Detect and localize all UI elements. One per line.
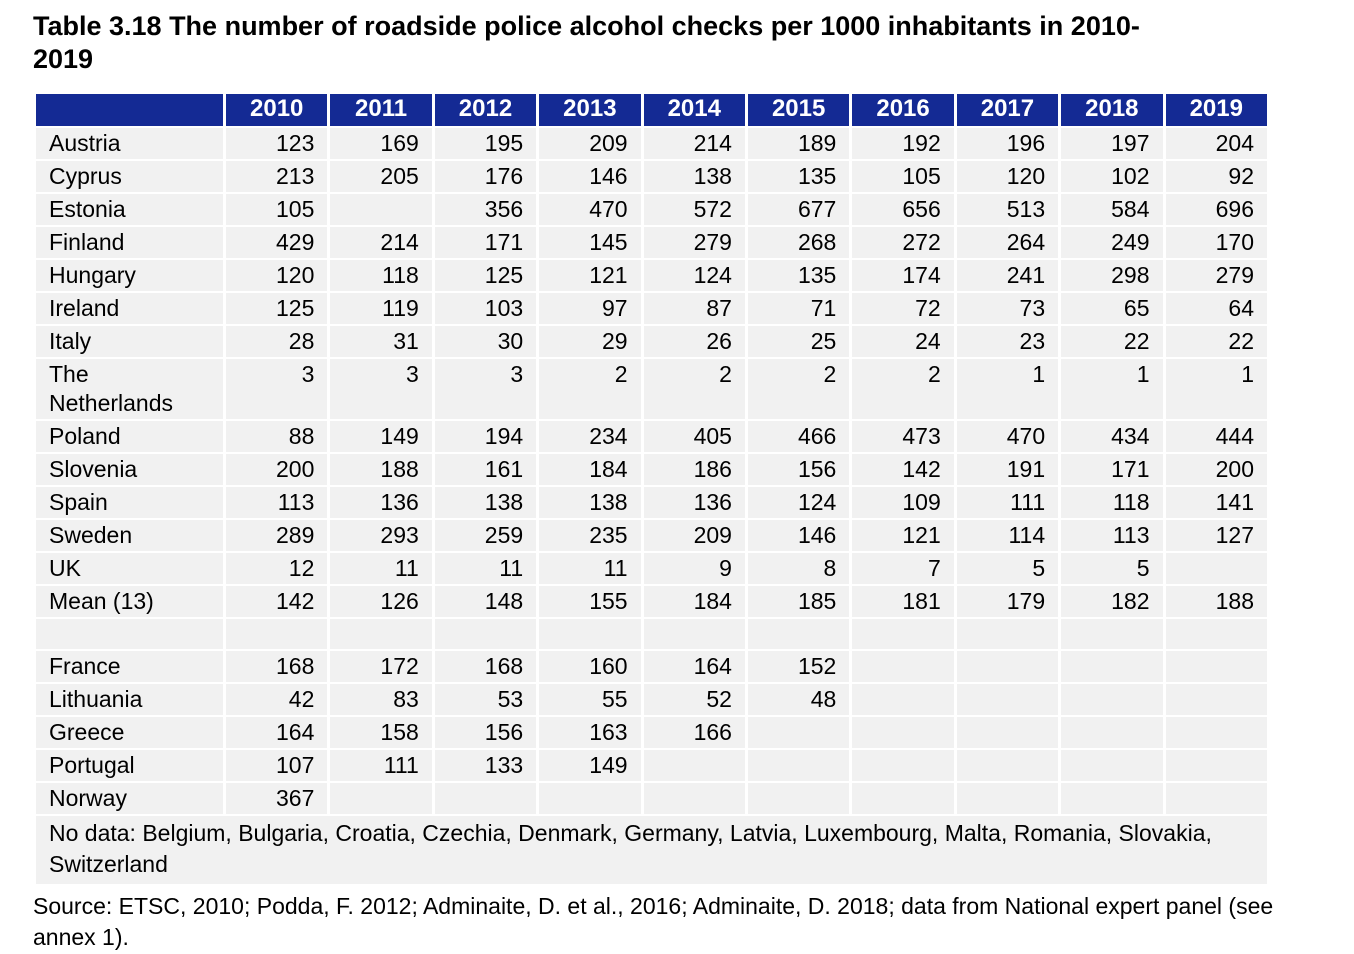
country-cell: The Netherlands xyxy=(35,358,225,420)
value-cell: 2 xyxy=(642,358,746,420)
value-cell: 184 xyxy=(642,585,746,618)
value-cell: 71 xyxy=(746,292,850,325)
value-cell xyxy=(746,618,850,650)
year-column-header: 2016 xyxy=(851,93,955,127)
value-cell: 572 xyxy=(642,193,746,226)
table-title xyxy=(33,10,1321,76)
value-cell: 87 xyxy=(642,292,746,325)
value-cell xyxy=(851,618,955,650)
value-cell xyxy=(1060,716,1164,749)
country-cell: Lithuania xyxy=(35,683,225,716)
value-cell: 118 xyxy=(329,259,433,292)
value-cell: 214 xyxy=(329,226,433,259)
value-cell xyxy=(1060,683,1164,716)
value-cell: 268 xyxy=(746,226,850,259)
country-cell: Ireland xyxy=(35,292,225,325)
value-cell: 696 xyxy=(1164,193,1268,226)
country-cell: Greece xyxy=(35,716,225,749)
value-cell: 209 xyxy=(538,127,642,160)
value-cell: 234 xyxy=(538,420,642,453)
value-cell: 1 xyxy=(1060,358,1164,420)
value-cell: 111 xyxy=(955,486,1059,519)
year-column-header: 2017 xyxy=(955,93,1059,127)
table-row xyxy=(35,716,1269,749)
value-cell: 170 xyxy=(1164,226,1268,259)
value-cell: 103 xyxy=(433,292,537,325)
table-row xyxy=(35,226,1269,259)
country-cell: Italy xyxy=(35,325,225,358)
value-cell: 160 xyxy=(538,650,642,683)
value-cell: 176 xyxy=(433,160,537,193)
value-cell: 149 xyxy=(329,420,433,453)
value-cell xyxy=(538,618,642,650)
value-cell: 64 xyxy=(1164,292,1268,325)
year-header-row xyxy=(35,93,1269,127)
value-cell: 105 xyxy=(225,193,329,226)
value-cell: 179 xyxy=(955,585,1059,618)
value-cell: 174 xyxy=(851,259,955,292)
value-cell: 181 xyxy=(851,585,955,618)
value-cell: 24 xyxy=(851,325,955,358)
value-cell: 107 xyxy=(225,749,329,782)
country-cell: Slovenia xyxy=(35,453,225,486)
year-column-header: 2013 xyxy=(538,93,642,127)
value-cell: 156 xyxy=(433,716,537,749)
country-cell: Hungary xyxy=(35,259,225,292)
value-cell: 171 xyxy=(433,226,537,259)
table-row xyxy=(35,358,1269,420)
value-cell xyxy=(746,749,850,782)
value-cell: 3 xyxy=(329,358,433,420)
value-cell: 53 xyxy=(433,683,537,716)
value-cell: 125 xyxy=(225,292,329,325)
value-cell: 164 xyxy=(642,650,746,683)
value-cell: 279 xyxy=(1164,259,1268,292)
value-cell: 169 xyxy=(329,127,433,160)
value-cell: 405 xyxy=(642,420,746,453)
value-cell: 161 xyxy=(433,453,537,486)
table-row xyxy=(35,519,1269,552)
value-cell: 72 xyxy=(851,292,955,325)
spacer-row xyxy=(35,618,1269,650)
value-cell: 241 xyxy=(955,259,1059,292)
value-cell xyxy=(329,193,433,226)
value-cell xyxy=(955,683,1059,716)
value-cell: 3 xyxy=(225,358,329,420)
year-column-header: 2014 xyxy=(642,93,746,127)
table-row xyxy=(35,585,1269,618)
value-cell xyxy=(1164,618,1268,650)
value-cell: 182 xyxy=(1060,585,1164,618)
value-cell: 121 xyxy=(538,259,642,292)
value-cell: 88 xyxy=(225,420,329,453)
value-cell: 136 xyxy=(329,486,433,519)
table-row xyxy=(35,420,1269,453)
value-cell xyxy=(851,782,955,815)
value-cell xyxy=(329,782,433,815)
value-cell: 105 xyxy=(851,160,955,193)
value-cell: 156 xyxy=(746,453,850,486)
value-cell: 213 xyxy=(225,160,329,193)
value-cell: 196 xyxy=(955,127,1059,160)
value-cell: 83 xyxy=(329,683,433,716)
value-cell xyxy=(1164,749,1268,782)
table-row xyxy=(35,292,1269,325)
year-column-header: 2015 xyxy=(746,93,850,127)
value-cell: 133 xyxy=(433,749,537,782)
table-row xyxy=(35,193,1269,226)
value-cell: 434 xyxy=(1060,420,1164,453)
value-cell: 235 xyxy=(538,519,642,552)
country-cell: UK xyxy=(35,552,225,585)
value-cell: 97 xyxy=(538,292,642,325)
value-cell xyxy=(1164,716,1268,749)
value-cell: 121 xyxy=(851,519,955,552)
value-cell xyxy=(1060,749,1164,782)
value-cell: 656 xyxy=(851,193,955,226)
value-cell xyxy=(955,782,1059,815)
value-cell: 189 xyxy=(746,127,850,160)
value-cell: 272 xyxy=(851,226,955,259)
value-cell: 102 xyxy=(1060,160,1164,193)
table-footer-note xyxy=(35,815,1269,885)
value-cell: 25 xyxy=(746,325,850,358)
value-cell: 146 xyxy=(538,160,642,193)
table-title-line1: Table 3.18 The number of roadside police alcohol checks per 1000 inhabitants in 2010- xyxy=(33,11,1140,41)
value-cell: 164 xyxy=(225,716,329,749)
value-cell xyxy=(1164,650,1268,683)
value-cell: 171 xyxy=(1060,453,1164,486)
value-cell: 293 xyxy=(329,519,433,552)
value-cell xyxy=(851,749,955,782)
value-cell: 200 xyxy=(1164,453,1268,486)
value-cell: 259 xyxy=(433,519,537,552)
country-cell: Spain xyxy=(35,486,225,519)
value-cell: 204 xyxy=(1164,127,1268,160)
value-cell: 92 xyxy=(1164,160,1268,193)
value-cell: 118 xyxy=(1060,486,1164,519)
value-cell: 109 xyxy=(851,486,955,519)
value-cell xyxy=(851,650,955,683)
table-body xyxy=(35,127,1269,815)
value-cell xyxy=(851,716,955,749)
value-cell: 126 xyxy=(329,585,433,618)
value-cell: 584 xyxy=(1060,193,1164,226)
table-row xyxy=(35,127,1269,160)
country-cell: Austria xyxy=(35,127,225,160)
value-cell xyxy=(1060,782,1164,815)
country-cell: Portugal xyxy=(35,749,225,782)
value-cell xyxy=(1060,650,1164,683)
value-cell: 26 xyxy=(642,325,746,358)
value-cell: 127 xyxy=(1164,519,1268,552)
value-cell: 120 xyxy=(955,160,1059,193)
value-cell: 1 xyxy=(955,358,1059,420)
value-cell: 168 xyxy=(225,650,329,683)
value-cell xyxy=(642,618,746,650)
value-cell: 444 xyxy=(1164,420,1268,453)
value-cell: 1 xyxy=(1164,358,1268,420)
value-cell: 11 xyxy=(538,552,642,585)
value-cell: 191 xyxy=(955,453,1059,486)
value-cell: 185 xyxy=(746,585,850,618)
value-cell: 249 xyxy=(1060,226,1164,259)
value-cell: 3 xyxy=(433,358,537,420)
value-cell: 429 xyxy=(225,226,329,259)
value-cell: 142 xyxy=(225,585,329,618)
value-cell: 155 xyxy=(538,585,642,618)
value-cell xyxy=(955,650,1059,683)
value-cell: 200 xyxy=(225,453,329,486)
value-cell: 356 xyxy=(433,193,537,226)
value-cell: 136 xyxy=(642,486,746,519)
value-cell: 473 xyxy=(851,420,955,453)
value-cell: 2 xyxy=(746,358,850,420)
year-column-header: 2011 xyxy=(329,93,433,127)
country-cell xyxy=(35,618,225,650)
value-cell: 367 xyxy=(225,782,329,815)
value-cell: 166 xyxy=(642,716,746,749)
value-cell: 145 xyxy=(538,226,642,259)
value-cell: 209 xyxy=(642,519,746,552)
value-cell xyxy=(642,749,746,782)
value-cell: 168 xyxy=(433,650,537,683)
value-cell: 8 xyxy=(746,552,850,585)
value-cell: 158 xyxy=(329,716,433,749)
value-cell xyxy=(538,782,642,815)
value-cell xyxy=(1060,618,1164,650)
value-cell: 42 xyxy=(225,683,329,716)
table-row xyxy=(35,325,1269,358)
year-column-header: 2019 xyxy=(1164,93,1268,127)
value-cell: 22 xyxy=(1060,325,1164,358)
country-cell: Mean (13) xyxy=(35,585,225,618)
table-row xyxy=(35,259,1269,292)
value-cell: 30 xyxy=(433,325,537,358)
value-cell: 149 xyxy=(538,749,642,782)
value-cell: 5 xyxy=(955,552,1059,585)
table-row xyxy=(35,453,1269,486)
value-cell: 513 xyxy=(955,193,1059,226)
corner-header-cell xyxy=(35,93,225,127)
value-cell: 184 xyxy=(538,453,642,486)
value-cell: 142 xyxy=(851,453,955,486)
value-cell: 12 xyxy=(225,552,329,585)
country-cell: Norway xyxy=(35,782,225,815)
value-cell xyxy=(1164,552,1268,585)
value-cell xyxy=(851,683,955,716)
value-cell: 188 xyxy=(329,453,433,486)
value-cell: 152 xyxy=(746,650,850,683)
value-cell: 135 xyxy=(746,259,850,292)
source-note: Source: ETSC, 2010; Podda, F. 2012; Adminaite, D. et al., 2016; Adminaite, D. 2018; data from National expert panel (see annex 1). xyxy=(33,893,1274,950)
value-cell: 11 xyxy=(433,552,537,585)
value-cell: 23 xyxy=(955,325,1059,358)
value-cell: 470 xyxy=(955,420,1059,453)
value-cell: 194 xyxy=(433,420,537,453)
value-cell xyxy=(225,618,329,650)
value-cell: 9 xyxy=(642,552,746,585)
value-cell: 11 xyxy=(329,552,433,585)
value-cell: 5 xyxy=(1060,552,1164,585)
value-cell: 197 xyxy=(1060,127,1164,160)
table-row xyxy=(35,160,1269,193)
value-cell: 73 xyxy=(955,292,1059,325)
table-row xyxy=(35,552,1269,585)
value-cell: 52 xyxy=(642,683,746,716)
value-cell: 279 xyxy=(642,226,746,259)
value-cell: 138 xyxy=(433,486,537,519)
year-column-header: 2018 xyxy=(1060,93,1164,127)
value-cell: 466 xyxy=(746,420,850,453)
value-cell xyxy=(642,782,746,815)
value-cell: 141 xyxy=(1164,486,1268,519)
year-column-header: 2010 xyxy=(225,93,329,127)
value-cell: 138 xyxy=(538,486,642,519)
year-column-header: 2012 xyxy=(433,93,537,127)
value-cell: 146 xyxy=(746,519,850,552)
value-cell: 29 xyxy=(538,325,642,358)
value-cell: 28 xyxy=(225,325,329,358)
value-cell: 138 xyxy=(642,160,746,193)
value-cell: 298 xyxy=(1060,259,1164,292)
value-cell: 289 xyxy=(225,519,329,552)
value-cell: 2 xyxy=(538,358,642,420)
table-row xyxy=(35,650,1269,683)
value-cell: 2 xyxy=(851,358,955,420)
value-cell: 120 xyxy=(225,259,329,292)
value-cell xyxy=(433,782,537,815)
no-data-row xyxy=(35,815,1269,885)
value-cell xyxy=(746,782,850,815)
value-cell xyxy=(955,618,1059,650)
value-cell xyxy=(433,618,537,650)
value-cell: 188 xyxy=(1164,585,1268,618)
value-cell: 124 xyxy=(642,259,746,292)
value-cell: 65 xyxy=(1060,292,1164,325)
table-row xyxy=(35,749,1269,782)
table-row xyxy=(35,782,1269,815)
value-cell: 123 xyxy=(225,127,329,160)
country-cell: Sweden xyxy=(35,519,225,552)
value-cell: 55 xyxy=(538,683,642,716)
value-cell: 186 xyxy=(642,453,746,486)
country-cell: Poland xyxy=(35,420,225,453)
alcohol-checks-table xyxy=(33,92,1270,886)
value-cell: 113 xyxy=(225,486,329,519)
value-cell: 119 xyxy=(329,292,433,325)
value-cell: 111 xyxy=(329,749,433,782)
value-cell: 31 xyxy=(329,325,433,358)
value-cell xyxy=(1164,683,1268,716)
value-cell: 195 xyxy=(433,127,537,160)
value-cell: 113 xyxy=(1060,519,1164,552)
value-cell: 7 xyxy=(851,552,955,585)
value-cell: 163 xyxy=(538,716,642,749)
country-cell: Estonia xyxy=(35,193,225,226)
value-cell: 205 xyxy=(329,160,433,193)
table-title-line2: 2019 xyxy=(33,44,94,74)
table-header xyxy=(35,93,1269,127)
no-data-note: No data: Belgium, Bulgaria, Croatia, Czechia, Denmark, Germany, Latvia, Luxembourg, Malta, Romania, Slovakia, Switzerland xyxy=(35,815,1269,885)
value-cell: 124 xyxy=(746,486,850,519)
value-cell xyxy=(329,618,433,650)
value-cell xyxy=(1164,782,1268,815)
value-cell: 22 xyxy=(1164,325,1268,358)
value-cell: 172 xyxy=(329,650,433,683)
value-cell: 677 xyxy=(746,193,850,226)
value-cell: 114 xyxy=(955,519,1059,552)
value-cell xyxy=(746,716,850,749)
value-cell xyxy=(955,749,1059,782)
value-cell: 135 xyxy=(746,160,850,193)
table-row xyxy=(35,683,1269,716)
value-cell xyxy=(955,716,1059,749)
value-cell: 48 xyxy=(746,683,850,716)
value-cell: 192 xyxy=(851,127,955,160)
value-cell: 470 xyxy=(538,193,642,226)
country-cell: Finland xyxy=(35,226,225,259)
value-cell: 148 xyxy=(433,585,537,618)
country-cell: France xyxy=(35,650,225,683)
value-cell: 125 xyxy=(433,259,537,292)
table-row xyxy=(35,486,1269,519)
value-cell: 264 xyxy=(955,226,1059,259)
country-cell: Cyprus xyxy=(35,160,225,193)
value-cell: 214 xyxy=(642,127,746,160)
